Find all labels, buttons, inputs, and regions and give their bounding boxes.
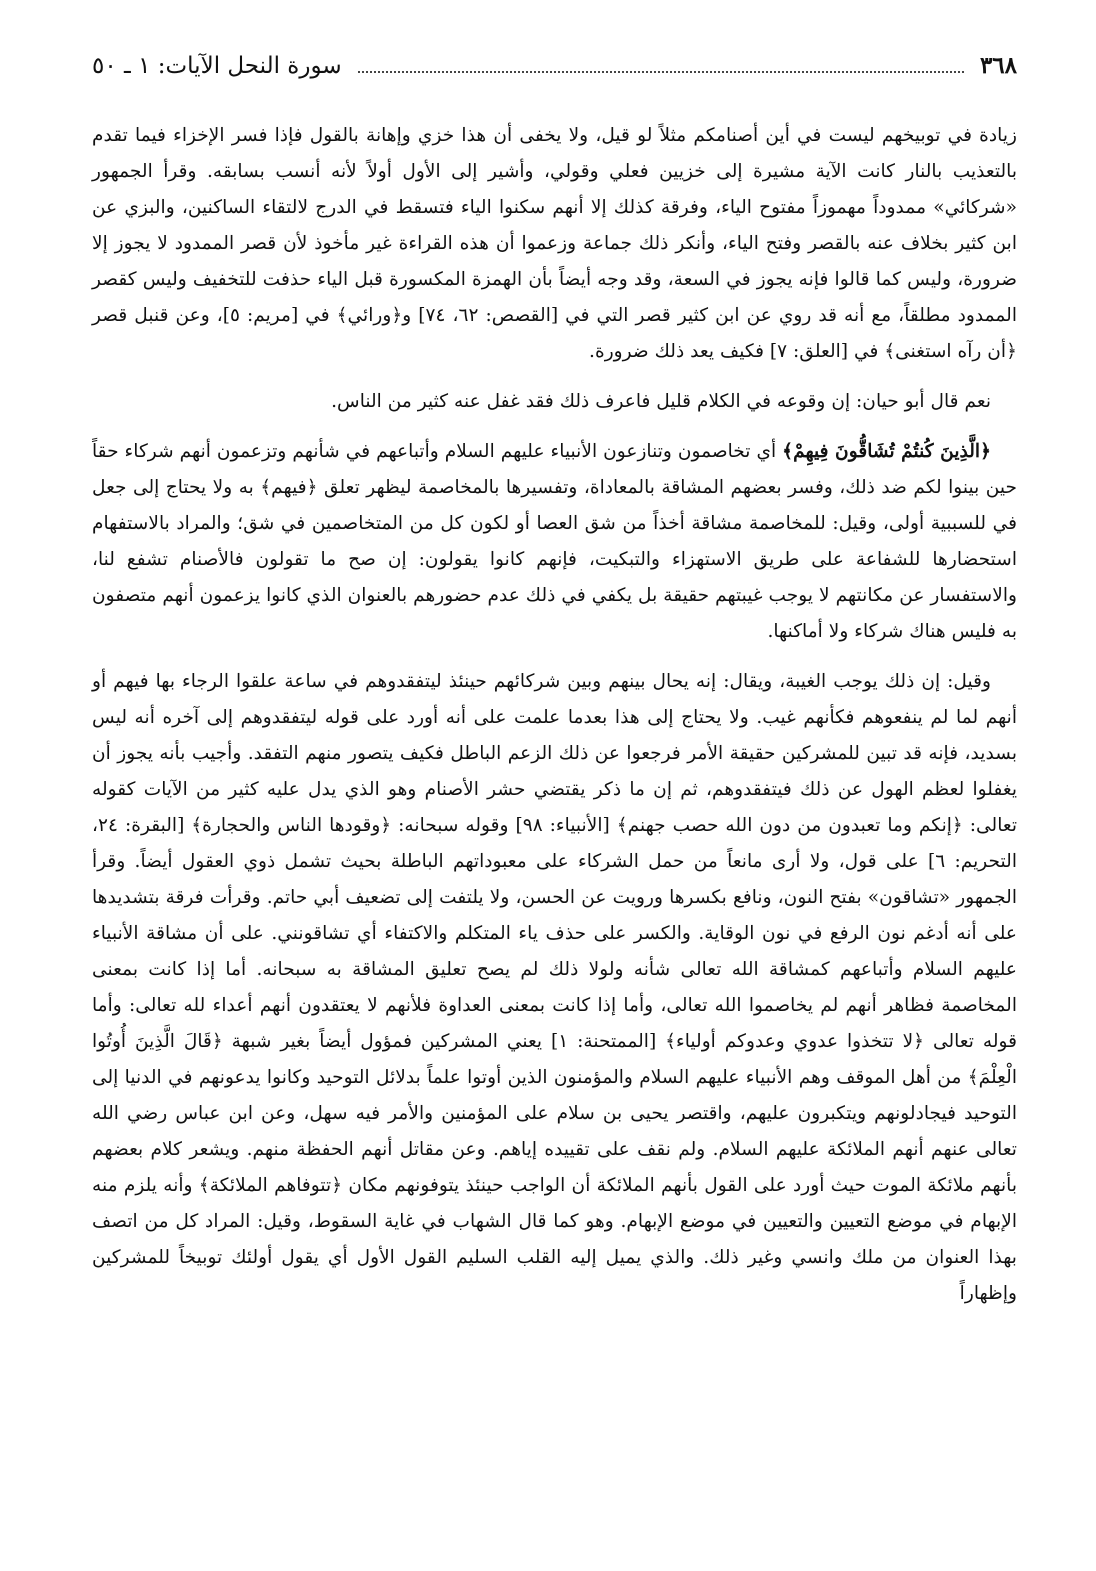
running-header — [92, 52, 1017, 108]
paragraph — [92, 434, 1017, 650]
page-number: ٣٦٨ — [979, 52, 1017, 79]
paragraph — [92, 118, 1017, 370]
body-text — [92, 118, 1017, 1312]
paragraph-text: نعم قال أبو حيان: إن وقوعه في الكلام قليل فاعرف ذلك فقد غفل عنه كثير من الناس. — [331, 391, 991, 412]
page — [92, 52, 1017, 1532]
section-title: سورة النحل الآيات: ١ ـ ٥٠ — [92, 53, 342, 79]
paragraph — [92, 384, 1017, 420]
paragraph-text: أي تخاصمون وتنازعون الأنبياء عليهم السلام وأتباعهم في شأنهم وتزعمون أنهم شركاء حقاً حين بينوا لكم ضد ذلك، وفسر بعضهم المشاقة بالمعاداة، وتفسيرها بالمخاصمة ليظهر تعلق ﴿فيهم﴾ به ولا يحتاج إلى جعل في للسببية أولى، وقيل: للمخاصمة مشاقة أخذاً من شق العصا أو لكون كل من المتخاصمين في شق؛ والمراد بالاستفهام استحضارها للشفاعة على طريق الاستهزاء والتبكيت، فإنهم كانوا يقولون: إن صح ما تقولون فالأصنام تشفع لنا، والاستفسار عن مكانتهم لا يوجب غيبتهم حقيقة بل يكفي في ذلك عدم حضورهم بالعنوان الذي كانوا يزعمون أنهم متصفون به فليس هناك شركاء ولا أماكنها. — [92, 441, 1017, 642]
paragraph-text: وقيل: إن ذلك يوجب الغيبة، ويقال: إنه يحال بينهم وبين شركائهم حينئذ ليتفقدوهم في ساعة علقوا الرجاء بها فيهم أو أنهم لما لم ينفعوهم فكأنهم غيب. ولا يحتاج إلى هذا بعدما علمت على أنه أورد على قوله ليتفقدوهم إلى آخره أنه ليس بسديد، فإنه قد تبين للمشركين حقيقة الأمر فرجعوا عن ذلك الزعم الباطل فكيف يتصور منهم التفقد. وأجيب بأنه يجوز أن يغفلوا لعظم الهول عن ذلك فيتفقدوهم، ثم إن ما ذكر يقتضي حشر الأصنام وهو الذي يدل عليه كثير من الآيات كقوله تعالى: ﴿إنكم وما تعبدون من دون الله حصب جهنم﴾ [الأنبياء: ٩٨] وقوله سبحانه: ﴿وقودها الناس والحجارة﴾ [البقرة: ٢٤، التحريم: ٦] على قول، ولا أرى مانعاً من حمل الشركاء على معبوداتهم الباطلة بحيث تشمل ذوي العقول أيضاً. وقرأ الجمهور «تشاقون» بفتح النون، ونافع بكسرها ورويت عن الحسن، ولا يلتفت إلى تضعيف أبي حاتم. وقرأت فرقة بتشديدها على أنه أدغم نون الرفع في نون الوقاية. والكسر على حذف ياء المتكلم والاكتفاء أي تشاقونني. على أن مشاقة الأنبياء عليهم السلام وأتباعهم كمشاقة الله تعالى شأنه ولولا ذلك لم يصح تعليق المشاقة به سبحانه. أما إذا كانت بمعنى المخاصمة فظاهر أنهم لم يخاصموا الله تعالى، وأما إذا كانت بمعنى العداوة فلأنهم لا يعتقدون أنهم أعداء لله تعالى: وأما قوله تعالى ﴿لا تتخذوا عدوي وعدوكم أولياء﴾ [الممتحنة: ١] يعني المشركين فمؤول أيضاً بغير شبهة ﴿قَالَ الَّذِينَ أُوتُوا الْعِلْمَ﴾ من أهل الموقف وهم الأنبياء عليهم السلام والمؤمنون الذين أوتوا علماً بدلائل التوحيد وكانوا يدعونهم في الدنيا إلى التوحيد فيجادلونهم ويتكبرون عليهم، واقتصر يحيى بن سلام على المؤمنين والأمر فيه سهل، وعن ابن عباس رضي الله تعالى عنهم أنهم الملائكة عليهم السلام. ولم نقف على تقييده إياهم. وعن مقاتل أنهم الحفظة منهم. ويشعر كلام بعضهم بأنهم ملائكة الموت حيث أورد على القول بأنهم الملائكة أن الواجب حينئذ يتوفونهم مكان ﴿تتوفاهم الملائكة﴾ وأنه يلزم منه الإبهام في موضع التعيين والتعيين في موضع الإبهام. وهو كما قال الشهاب في غاية السقوط، وقيل: المراد كل من اتصف بهذا العنوان من ملك وانسي وغير ذلك. والذي يميل إليه القلب السليم القول الأول أي يقول أولئك توبيخاً للمشركين وإظهاراً — [92, 671, 1018, 1304]
paragraph — [92, 664, 1017, 1312]
dotted-leader — [358, 55, 964, 73]
quran-verse: ﴿الَّذِينَ كُنتُمْ تُشَاقُّونَ فِيهِمْ﴾ — [782, 441, 991, 462]
paragraph-text: زيادة في توبيخهم ليست في أين أصنامكم مثلاً لو قيل، ولا يخفى أن هذا خزي وإهانة بالقول فإذا فسر الإخزاء فيما تقدم بالتعذيب بالنار كانت الآية مشيرة إلى خزيين فعلي وقولي، وأشير إلى الأول أولاً لأنه أنسب بسابقه. وقرأ الجمهور «شركائي» ممدوداً مهموزاً مفتوح الياء، وفرقة كذلك إلا أنهم سكنوا الياء فتسقط في الدرج لالتقاء الساكنين، والبزي عن ابن كثير بخلاف عنه بالقصر وفتح الياء، وأنكر ذلك جماعة وزعموا أن هذه القراءة غير مأخوذ لأن قصر الممدود لا يجوز إلا ضرورة، وليس كما قالوا فإنه يجوز في السعة، وقد وجه أيضاً بأن الهمزة المكسورة قبل الياء حذفت للتخفيف وليس كقصر الممدود مطلقاً، مع أنه قد روي عن ابن كثير قصر التي في [القصص: ٦٢، ٧٤] و﴿ورائي﴾ في [مريم: ٥]، وعن قنبل قصر ﴿أن رآه استغنى﴾ في [العلق: ٧] فكيف يعد ذلك ضرورة. — [92, 125, 1017, 362]
